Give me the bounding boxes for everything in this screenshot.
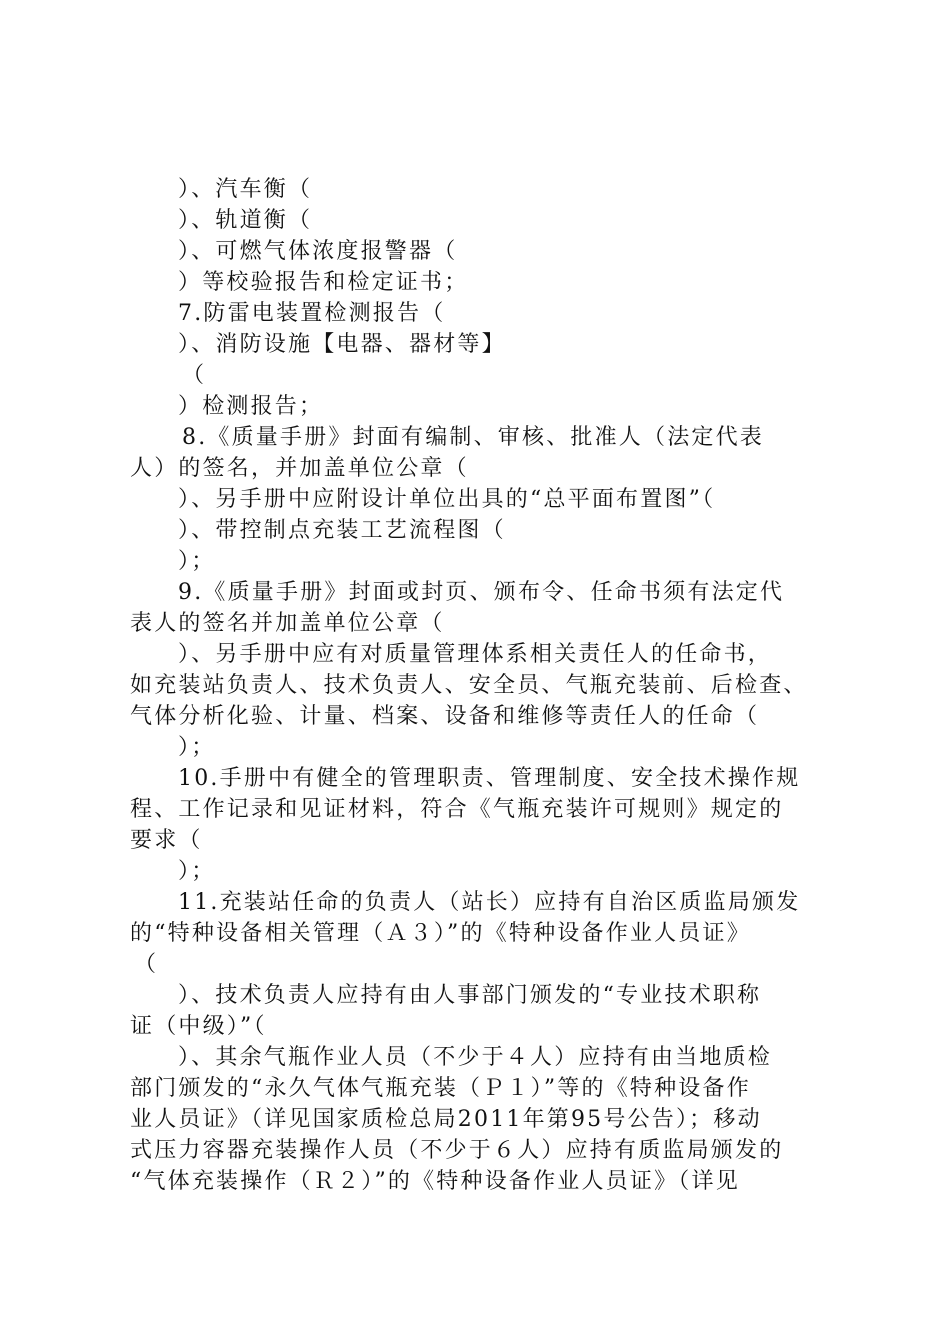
- text-line: 11.充装站任命的负责人（站长）应持有自治区质监局颁发: [178, 890, 801, 915]
- text-line: 要求（: [130, 828, 203, 853]
- text-line: 7.防雷电装置检测报告（: [178, 301, 446, 326]
- text-line: ）、轨道衡（: [178, 208, 313, 233]
- text-line: 8.《质量手册》封面有编制、审核、批准人（法定代表: [182, 425, 764, 450]
- text-line: ）检测报告；: [178, 394, 324, 419]
- text-line: 9.《质量手册》封面或封页、颁布令、任命书须有法定代: [178, 580, 785, 605]
- text-line: ）；: [178, 735, 216, 760]
- text-line: ）、消防设施【电器、器材等】: [178, 332, 506, 357]
- text-line: ）、可燃气体浓度报警器（: [178, 239, 458, 264]
- text-line: 式压力容器充装操作人员（不少于６人）应持有质监局颁发的: [130, 1138, 784, 1163]
- text-line: 人）的签名，并加盖单位公章（: [130, 456, 469, 481]
- text-line: ）、其余气瓶作业人员（不少于４人）应持有由当地质检: [178, 1045, 773, 1070]
- text-line: 部门颁发的“永久气体气瓶充装（Ｐ１）”等的《特种设备作: [130, 1076, 751, 1101]
- text-line: ）、技术负责人应持有由人事部门颁发的“专业技术职称: [178, 983, 762, 1008]
- text-line: ）、带控制点充装工艺流程图（: [178, 518, 506, 543]
- text-line: ）、另手册中应附设计单位出具的“总平面布置图”（: [178, 487, 716, 512]
- text-line: ）、另手册中应有对质量管理体系相关责任人的任命书，: [178, 642, 773, 667]
- text-line: （: [182, 363, 207, 388]
- text-line: 气体分析化验、计量、档案、设备和维修等责任人的任命（: [130, 704, 760, 729]
- text-line: 程、工作记录和见证材料，符合《气瓶充装许可规则》规定的: [130, 797, 784, 822]
- text-line: 10.手册中有健全的管理职责、管理制度、安全技术操作规: [178, 766, 801, 791]
- text-line: 如充装站负责人、技术负责人、安全员、气瓶充装前、后检查、: [130, 673, 808, 698]
- text-line: “气体充装操作（Ｒ２）”的《特种设备作业人员证》（详见: [130, 1169, 740, 1194]
- text-line: 的“特种设备相关管理（Ａ３）”的《特种设备作业人员证》: [130, 921, 751, 946]
- text-line: （: [134, 952, 159, 977]
- text-line: ）、汽车衡（: [178, 177, 313, 202]
- text-line: 证（中级）”（: [130, 1014, 267, 1039]
- text-line: ）等校验报告和检定证书；: [178, 270, 469, 295]
- text-line: ）；: [178, 859, 216, 884]
- text-line: ）；: [178, 549, 216, 574]
- text-line: 业人员证》（详见国家质检总局2011年第95号公告）；移动: [130, 1107, 762, 1132]
- text-line: 表人的签名并加盖单位公章（: [130, 611, 445, 636]
